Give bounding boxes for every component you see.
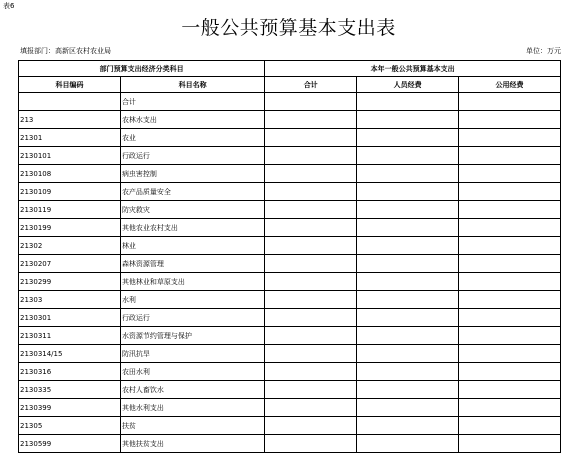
row-personnel-cell [357,417,459,435]
column-header-row [19,77,561,93]
row-name-cell: 其他水利支出 [120,399,264,417]
row-public-cell [459,399,561,417]
row-name-cell: 水资源节约管理与保护 [120,327,264,345]
table-row [19,363,561,381]
row-code-cell: 2130335 [19,381,121,399]
row-total-cell [265,219,357,237]
row-name-cell: 农林水支出 [120,111,264,129]
table-row [19,255,561,273]
row-personnel-cell [357,129,459,147]
table-row [19,399,561,417]
row-personnel-cell [357,93,459,111]
row-name-cell: 农村人畜饮水 [120,381,264,399]
row-personnel-cell [357,381,459,399]
row-personnel-cell [357,147,459,165]
row-code-cell: 2130207 [19,255,121,273]
row-code-cell: 21305 [19,417,121,435]
table-row [19,129,561,147]
table-row [19,273,561,291]
row-total-cell [265,381,357,399]
table-row [19,183,561,201]
row-personnel-cell [357,273,459,291]
column-header-name: 科目名称 [120,77,264,93]
sheet-number: 表6 [3,2,15,10]
row-total-cell [265,255,357,273]
row-personnel-cell [357,345,459,363]
row-total-cell [265,363,357,381]
row-code-cell: 2130301 [19,309,121,327]
table-row [19,309,561,327]
row-total-cell [265,111,357,129]
row-code-cell: 2130199 [19,219,121,237]
row-personnel-cell [357,327,459,345]
row-total-cell [265,129,357,147]
row-code-cell: 21303 [19,291,121,309]
row-public-cell [459,237,561,255]
row-name-cell: 合计 [120,93,264,111]
row-total-cell [265,165,357,183]
column-header-personnel: 人员经费 [357,77,459,93]
table-row [19,147,561,165]
budget-table [18,60,561,453]
row-personnel-cell [357,237,459,255]
row-total-cell [265,237,357,255]
table-row [19,201,561,219]
row-personnel-cell [357,165,459,183]
row-public-cell [459,435,561,453]
row-name-cell: 行政运行 [120,147,264,165]
row-public-cell [459,327,561,345]
table-row [19,165,561,183]
reporting-unit: 填报部门：高新区农村农业局 [20,47,111,55]
row-total-cell [265,93,357,111]
row-code-cell: 2130599 [19,435,121,453]
row-public-cell [459,345,561,363]
row-public-cell [459,165,561,183]
table-row [19,345,561,363]
row-code-cell: 2130119 [19,201,121,219]
row-personnel-cell [357,111,459,129]
row-total-cell [265,291,357,309]
row-public-cell [459,381,561,399]
row-total-cell [265,399,357,417]
row-name-cell: 其他林业和草原支出 [120,273,264,291]
row-total-cell [265,201,357,219]
row-public-cell [459,111,561,129]
group-header-classification: 部门预算支出经济分类科目 [19,61,265,77]
row-total-cell [265,435,357,453]
row-code-cell: 2130316 [19,363,121,381]
row-code-cell: 2130299 [19,273,121,291]
table-row [19,111,561,129]
row-total-cell [265,327,357,345]
row-personnel-cell [357,435,459,453]
row-personnel-cell [357,363,459,381]
column-header-public: 公用经费 [459,77,561,93]
row-public-cell [459,363,561,381]
row-code-cell: 2130399 [19,399,121,417]
row-name-cell: 病虫害控制 [120,165,264,183]
row-personnel-cell [357,399,459,417]
row-name-cell: 林业 [120,237,264,255]
row-name-cell: 扶贫 [120,417,264,435]
row-public-cell [459,417,561,435]
row-code-cell: 21302 [19,237,121,255]
row-total-cell [265,309,357,327]
row-total-cell [265,147,357,165]
row-personnel-cell [357,201,459,219]
row-name-cell: 农产品质量安全 [120,183,264,201]
row-name-cell: 农业 [120,129,264,147]
row-public-cell [459,309,561,327]
row-name-cell: 农田水利 [120,363,264,381]
row-total-cell [265,183,357,201]
table-row [19,327,561,345]
row-code-cell: 21301 [19,129,121,147]
row-public-cell [459,255,561,273]
row-personnel-cell [357,255,459,273]
row-name-cell: 防灾救灾 [120,201,264,219]
row-total-cell [265,273,357,291]
row-personnel-cell [357,183,459,201]
row-code-cell: 2130109 [19,183,121,201]
table-row [19,381,561,399]
row-total-cell [265,417,357,435]
row-code-cell: 2130311 [19,327,121,345]
row-public-cell [459,291,561,309]
row-name-cell: 森林资源管理 [120,255,264,273]
group-header-expenditure: 本年一般公共预算基本支出 [265,61,561,77]
row-total-cell [265,345,357,363]
row-public-cell [459,129,561,147]
row-name-cell: 行政运行 [120,309,264,327]
table-row [19,93,561,111]
row-name-cell: 水利 [120,291,264,309]
currency-unit: 单位：万元 [526,47,561,55]
row-public-cell [459,273,561,291]
page-title: 一般公共预算基本支出表 [181,17,396,39]
row-code-cell: 2130108 [19,165,121,183]
table-row [19,237,561,255]
table-row [19,417,561,435]
column-header-code: 科目编码 [19,77,121,93]
row-name-cell: 其他农业农村支出 [120,219,264,237]
row-personnel-cell [357,291,459,309]
row-name-cell: 其他扶贫支出 [120,435,264,453]
row-personnel-cell [357,309,459,327]
row-code-cell: 213 [19,111,121,129]
row-public-cell [459,93,561,111]
table-row [19,219,561,237]
table-row [19,435,561,453]
group-header-row [19,61,561,77]
row-code-cell [19,93,121,111]
row-code-cell: 2130101 [19,147,121,165]
row-personnel-cell [357,219,459,237]
row-public-cell [459,183,561,201]
row-public-cell [459,147,561,165]
row-public-cell [459,201,561,219]
column-header-total: 合计 [265,77,357,93]
row-code-cell: 2130314/15 [19,345,121,363]
table-row [19,291,561,309]
table-body [19,93,561,453]
row-public-cell [459,219,561,237]
row-name-cell: 防汛抗旱 [120,345,264,363]
